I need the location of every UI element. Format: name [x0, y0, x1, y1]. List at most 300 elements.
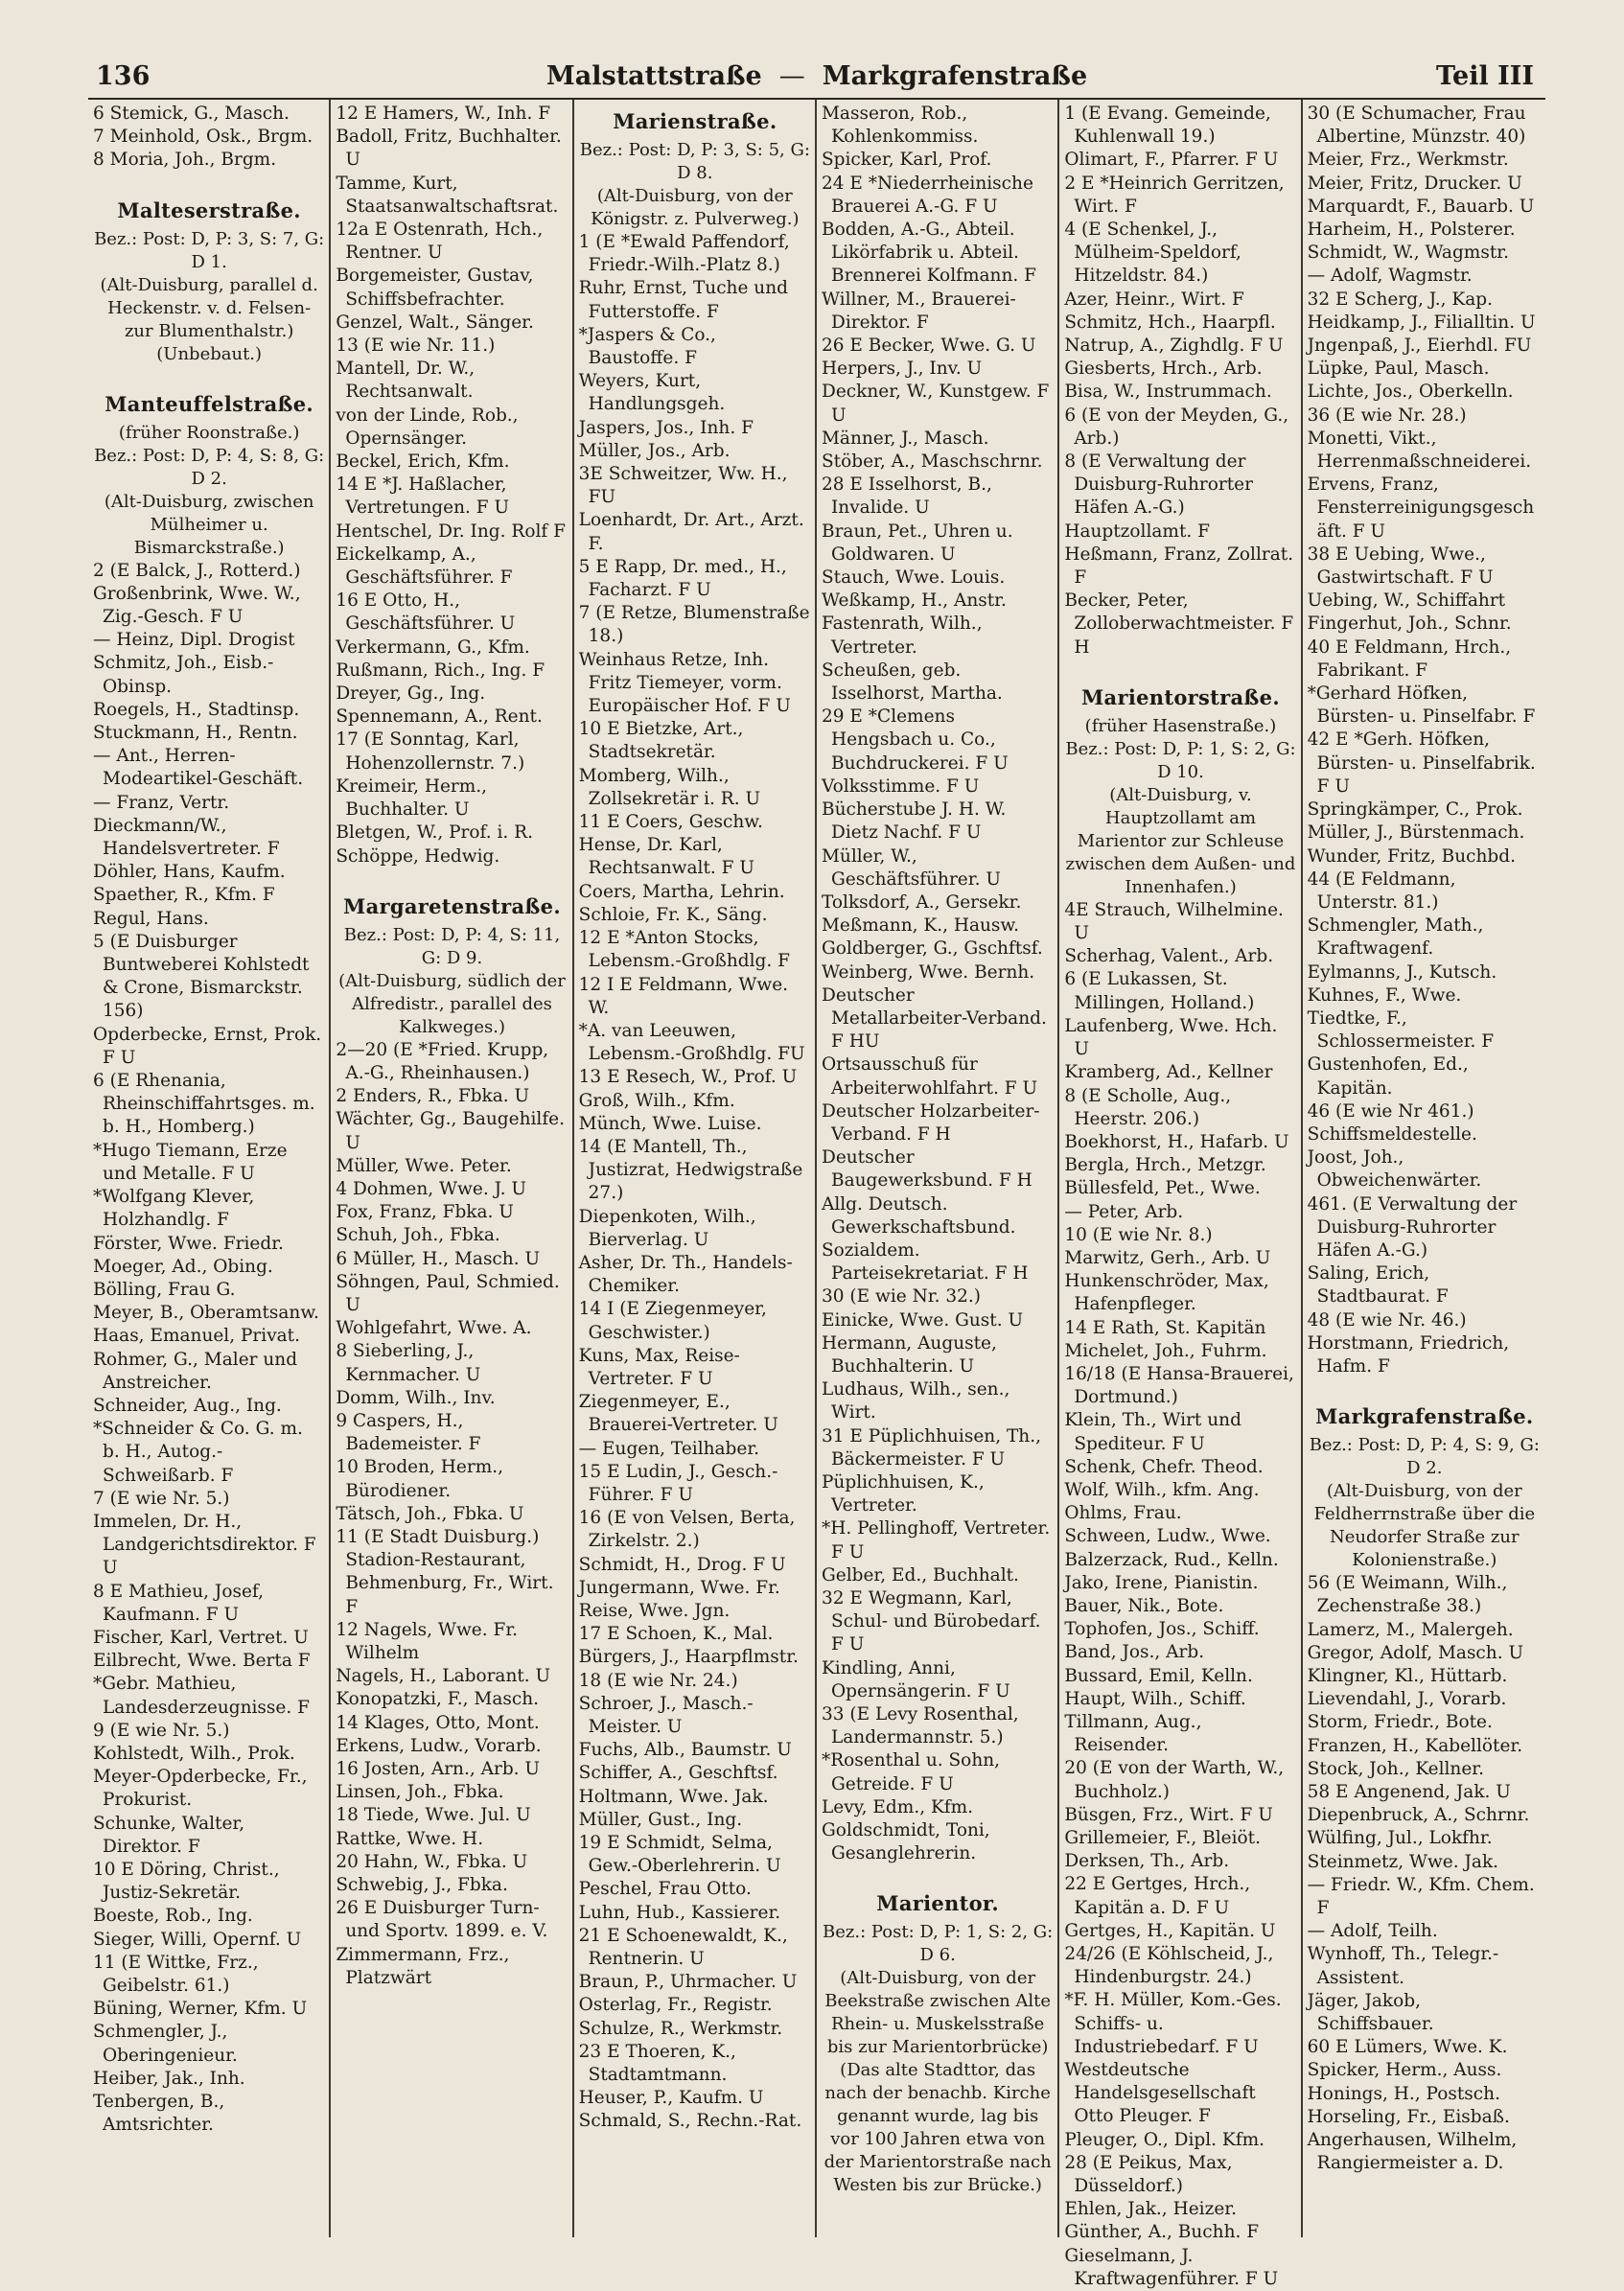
directory-entry: Weinberg, Wwe. Bernh.	[821, 961, 1035, 983]
directory-entry: 12 E Hamers, W., Inh. F	[336, 104, 551, 124]
directory-entry: 48 (E wie Nr. 46.)	[1307, 1309, 1467, 1331]
directory-entry: Wunder, Fritz, Buchbd.	[1307, 845, 1516, 867]
street-heading: Margaretenstraße.	[343, 893, 561, 918]
directory-entry: Bücherstube J. H. W. Dietz Nachf. F U	[821, 799, 1007, 844]
directory-entry: Tolksdorf, A., Gersekr.	[821, 891, 1022, 913]
directory-entry: Wolf, Wilh., kfm. Ang.	[1064, 1479, 1260, 1500]
directory-entry: *F. H. Müller, Kom.-Ges. Schiffs- u. Industriebedarf. F U	[1064, 1990, 1282, 2057]
directory-entry: Meßmann, K., Hausw.	[821, 915, 1019, 937]
directory-entry: Loenhardt, Dr. Art., Arzt. F.	[578, 510, 804, 554]
directory-entry: Dreyer, Gg., Ing.	[336, 683, 486, 705]
directory-entry: Wynhoff, Th., Telegr.-Assistent.	[1307, 1944, 1499, 1988]
directory-entry: Weyers, Kurt, Handlungsgeh.	[578, 371, 726, 415]
street-note: Bez.: Post: D, P: 4, S: 8, G: D 2.	[94, 445, 325, 489]
directory-entry: Michelet, Joh., Fuhrm.	[1064, 1340, 1267, 1361]
directory-entry: Franzen, H., Kabellöter.	[1307, 1735, 1523, 1756]
directory-entry: 24 E *Niederrheinische Brauerei A.-G. F U	[821, 173, 1033, 217]
directory-entry: Lüpke, Paul, Masch.	[1307, 359, 1490, 380]
directory-entry: Wächter, Gg., Baugehilfe. U	[336, 1109, 566, 1153]
directory-entry: Bölling, Frau G.	[93, 1279, 236, 1300]
directory-entry: 461. (E Verwaltung der Duisburg-Ruhrorter Häfen A.-G.)	[1307, 1193, 1518, 1261]
directory-entry: Jngenpaß, J., Eierhdl. FU	[1307, 336, 1532, 357]
directory-entry: Eylmanns, J., Kutsch.	[1307, 961, 1497, 983]
directory-entry: Kreimeir, Herm., Buchhalter. U	[336, 775, 488, 821]
directory-entry: 14 E *J. Haßlacher, Vertretungen. F U	[336, 474, 510, 519]
directory-entry: Schmitz, Hch., Haarpfl.	[1064, 312, 1276, 333]
directory-entry: *Gebr. Mathieu, Landesderzeugnisse. F	[93, 1674, 310, 1718]
street-heading: Marientorstraße.	[1081, 684, 1280, 709]
directory-entry: 2—20 (E *Fried. Krupp, A.-G., Rheinhausen.)	[336, 1039, 549, 1083]
directory-entry: Gieselmann, J. Kraftwagenführer. F U	[1064, 2245, 1279, 2289]
directory-entry: Schmengler, J., Oberingenieur.	[93, 2022, 238, 2066]
directory-entry: Büllesfeld, Pet., Wwe.	[1064, 1178, 1261, 1199]
directory-entry: Spicker, Herm., Auss.	[1307, 2060, 1502, 2081]
directory-entry: Meyer-Opderbecke, Fr., Prokurist.	[93, 1767, 308, 1811]
directory-entry: Laufenberg, Wwe. Hch. U	[1064, 1015, 1278, 1060]
directory-entry: 31 E Püplichhuisen, Th., Bäckermeister. F U	[821, 1425, 1041, 1469]
directory-entry: 8 E Mathieu, Josef, Kaufmann. F U	[93, 1581, 264, 1625]
column-4	[817, 100, 1059, 2237]
directory-entry: Fuchs, Alb., Baumstr. U	[578, 1740, 792, 1761]
directory-entry: Ziegenmeyer, E., Brauerei-Vertreter. U	[578, 1392, 778, 1436]
directory-entry: Goldschmidt, Toni, Gesanglehrerin.	[821, 1820, 990, 1864]
part-label: Teil III	[1436, 61, 1534, 91]
directory-entry: 21 E Schoenewaldt, K., Rentnerin. U	[578, 1925, 788, 1970]
directory-entry: Diepenbruck, A., Schrnr.	[1307, 1805, 1530, 1826]
directory-entry: Springkämper, C., Prok.	[1307, 799, 1523, 821]
directory-entry: 10 (E wie Nr. 8.)	[1064, 1224, 1213, 1245]
street-note: (Alt-Duisburg, südlich der Alfredistr., parallel des Kalkweges.)	[338, 970, 566, 1037]
title-start-street: Malstattstraße	[545, 61, 762, 91]
directory-entry: Kindling, Anni, Opernsängerin. F U	[821, 1657, 1010, 1701]
directory-entry: Tillmann, Aug., Reisender.	[1064, 1711, 1202, 1756]
directory-entry: *Jaspers & Co., Baustoffe. F	[578, 324, 716, 369]
directory-entry: Söhngen, Paul, Schmied. U	[336, 1271, 560, 1315]
directory-entry: 13 E Resech, W., Prof. U	[578, 1067, 798, 1088]
directory-entry: Büning, Werner, Kfm. U	[93, 1999, 308, 2020]
directory-entry: 6 Stemick, G., Masch.	[93, 104, 290, 124]
street-note: (Alt-Duisburg, von der Feldherrnstraße über die Neudorfer Straße zur Kolonienstraße.)	[1313, 1481, 1536, 1571]
directory-entry: Gustenhofen, Ed., Kapitän.	[1307, 1054, 1469, 1099]
directory-entry: Spicker, Karl, Prof.	[821, 150, 992, 171]
directory-entry: Schmitz, Joh., Eisb.-Obinsp.	[93, 653, 274, 697]
directory-entry: Sozialdem. Parteisekretariat. F H	[821, 1239, 1029, 1284]
directory-entry: Schneider, Aug., Ing.	[93, 1395, 282, 1416]
directory-entry: Jungermann, Wwe. Fr.	[578, 1577, 780, 1598]
directory-entry: Döhler, Hans, Kaufm.	[93, 862, 286, 883]
directory-entry: Schiffsmeldestelle.	[1307, 1123, 1477, 1145]
directory-entry: Mantell, Dr. W., Rechtsanwalt.	[336, 359, 476, 403]
street-heading: Malteserstraße.	[117, 197, 301, 222]
directory-entry: Wohlgefahrt, Wwe. A.	[336, 1318, 532, 1339]
directory-entry: Harheim, H., Polsterer.	[1307, 220, 1516, 241]
directory-entry: 33 (E Levy Rosenthal, Landermannstr. 5.)	[821, 1704, 1019, 1748]
directory-entry: Levy, Edm., Kfm.	[821, 1796, 974, 1817]
directory-entry: Meier, Frz., Werkmstr.	[1307, 150, 1509, 171]
directory-entry: *Gerhard Höfken, Bürsten- u. Pinselfabr. F	[1307, 683, 1536, 728]
directory-entry: Heßmann, Franz, Zollrat. F	[1064, 544, 1294, 589]
directory-entry: Nagels, H., Laborant. U	[336, 1666, 551, 1687]
title-end-street: Markgrafenstraße	[822, 61, 1088, 91]
directory-entry: Bisa, W., Instrummach.	[1064, 382, 1272, 403]
directory-entry: Braun, Pet., Uhren u. Goldwaren. U	[821, 521, 1013, 565]
directory-entry: Ervens, Franz, Fensterreinigungsgeschäft. F U	[1307, 474, 1535, 542]
directory-entry: Lamerz, M., Malergeh.	[1307, 1619, 1514, 1640]
directory-entry: Müller, Gust., Ing.	[578, 1809, 743, 1830]
directory-entry: Einicke, Wwe. Gust. U	[821, 1309, 1024, 1331]
directory-entry: Derksen, Th., Arb.	[1064, 1851, 1230, 1872]
directory-entry: Verkermann, G., Kfm.	[336, 636, 530, 658]
directory-entry: Schulze, R., Werkmstr.	[578, 2018, 783, 2039]
column-6	[1303, 100, 1545, 2237]
directory-entry: Tamme, Kurt, Staatsanwaltschaftsrat.	[336, 173, 559, 217]
directory-entry: Opderbecke, Ernst, Prok. F U	[93, 1024, 322, 1068]
street-note: (Alt-Duisburg, parallel d. Heckenstr. v. d. Felsen- zur Blumenthalstr.)	[100, 274, 318, 341]
directory-entry: 20 Hahn, W., Fbka. U	[336, 1851, 528, 1872]
directory-entry: Ruhr, Ernst, Tuche und Futterstoffe. F	[578, 278, 788, 322]
directory-entry: Weinhaus Retze, Inh. Fritz Tiemeyer, vorm. Europäischer Hof. F U	[578, 649, 791, 717]
directory-entry: *Wolfgang Klever, Holzhandlg. F	[93, 1187, 255, 1231]
street-note: Bez.: Post: D, P: 1, S: 2, G: D 10.	[1065, 738, 1296, 782]
directory-entry: 13 (E wie Nr. 11.)	[336, 336, 496, 357]
directory-entry: Kohlstedt, Wilh., Prok.	[93, 1743, 295, 1764]
directory-entry: 22 E Gertges, Hrch., Kapitän a. D. F U	[1064, 1874, 1251, 1918]
directory-entry: 3E Schweitzer, Ww. H., FU	[578, 464, 788, 508]
column-3	[574, 100, 817, 2237]
directory-entry: Meyer, B., Oberamtsanw.	[93, 1303, 319, 1324]
directory-entry: Roegels, H., Stadtinsp.	[93, 699, 300, 720]
directory-entry: Büsgen, Frz., Wirt. F U	[1064, 1804, 1273, 1825]
directory-entry: 26 E Becker, Wwe. G. U	[821, 336, 1036, 357]
directory-entry: Osterlag, Fr., Registr.	[578, 1995, 773, 2016]
directory-entry: 14 I (E Ziegenmeyer, Geschwister.)	[578, 1299, 767, 1343]
directory-entry: Müller, Wwe. Peter.	[336, 1155, 512, 1176]
directory-entry: Konopatzki, F., Masch.	[336, 1689, 540, 1710]
directory-entry: Hunkenschröder, Max, Hafenpfleger.	[1064, 1271, 1269, 1315]
page-title	[88, 61, 1545, 91]
directory-entry: Balzerzack, Rud., Kelln.	[1064, 1549, 1279, 1570]
directory-entry: 11 E Coers, Geschw.	[578, 812, 763, 833]
directory-entry: Steinmetz, Wwe. Jak.	[1307, 1851, 1499, 1872]
directory-entry: Eickelkamp, A., Geschäftsführer. F	[336, 544, 513, 589]
directory-entry: Klingner, Kl., Hüttarb.	[1307, 1665, 1508, 1686]
directory-entry: *Schneider & Co. G. m. b. H., Autog.-Schweißarb. F	[93, 1419, 303, 1486]
directory-entry: Azer, Heinr., Wirt. F	[1064, 289, 1244, 310]
directory-entry: 42 E *Gerh. Höfken, Bürsten- u. Pinselfabrik. F U	[1307, 729, 1536, 797]
directory-entry: — Adolf, Teilh.	[1307, 1921, 1438, 1942]
directory-entry: Spennemann, A., Rent.	[336, 706, 543, 728]
directory-entry: 23 E Thoeren, K., Stadtamtmann.	[578, 2041, 736, 2086]
directory-entry: Horseling, Fr., Eisbaß.	[1307, 2106, 1510, 2127]
directory-entry: 46 (E wie Nr 461.)	[1307, 1100, 1474, 1122]
street-note: Bez.: Post: D, P: 3, S: 5, G: D 8.	[579, 140, 810, 183]
directory-entry: 32 E Scherg, J., Kap.	[1307, 289, 1493, 310]
street-note: (früher Roonstraße.)	[118, 422, 300, 443]
directory-entry: Schmengler, Math., Kraftwagenf.	[1307, 915, 1484, 960]
directory-entry: 6 (E von der Meyden, G., Arb.)	[1064, 405, 1289, 449]
directory-entry: Müller, Jos., Arb.	[578, 440, 731, 461]
directory-entry: Marquardt, F., Bauarb. U	[1307, 196, 1535, 217]
street-note: (früher Hasenstraße.)	[1084, 715, 1277, 736]
directory-entry: Luhn, Hub., Kassierer.	[578, 1902, 781, 1923]
directory-entry: Schween, Ludw., Wwe.	[1064, 1526, 1271, 1547]
directory-entry: Heidkamp, J., Filialltin. U	[1307, 312, 1536, 333]
directory-entry: Fox, Franz, Fbka. U	[336, 1202, 514, 1223]
directory-entry: 6 (E Lukassen, St. Millingen, Holland.)	[1064, 969, 1255, 1013]
directory-entry: 24/26 (E Köhlscheid, J., Hindenburgstr. 24.)	[1064, 1944, 1274, 1988]
directory-entry: Reise, Wwe. Jgn.	[578, 1600, 731, 1621]
directory-entry: Braun, P., Uhrmacher. U	[578, 1972, 798, 1993]
directory-entry: Dieckmann/W., Handelsvertreter. F	[93, 815, 280, 860]
directory-entry: Westdeutsche Handelsgesellschaft Otto Pleuger. F	[1064, 2060, 1256, 2127]
directory-entry: Olimart, F., Pfarrer. F U	[1064, 150, 1279, 171]
directory-entry: 18 Tiede, Wwe. Jul. U	[336, 1805, 531, 1826]
directory-entry: Bergla, Hrch., Metzgr.	[1064, 1155, 1266, 1176]
directory-entry: Monetti, Vikt., Herrenmaßschneiderei.	[1307, 428, 1532, 473]
directory-entry: Scheußen, geb. Isselhorst, Martha.	[821, 660, 1003, 705]
directory-entry: 6 Müller, H., Masch. U	[336, 1248, 541, 1269]
directory-entry: 4E Strauch, Wilhelmine. U	[1064, 899, 1284, 944]
directory-entry: Tätsch, Joh., Fbka. U	[336, 1503, 524, 1524]
directory-entry: Deutscher Baugewerksbund. F H	[821, 1147, 1032, 1192]
directory-entry: Püplichhuisen, K., Vertreter.	[821, 1471, 985, 1516]
directory-entry: Peschel, Frau Otto.	[578, 1879, 752, 1900]
directory-entry: Kuhnes, F., Wwe.	[1307, 984, 1462, 1006]
directory-entry: — Franz, Vertr.	[93, 792, 230, 813]
directory-entry: Ortsausschuß für Arbeiterwohlfahrt. F U	[821, 1054, 1038, 1099]
directory-entry: Diepenkoten, Wilh., Bierverlag. U	[578, 1206, 756, 1250]
directory-entry: Bussard, Emil, Kelln.	[1064, 1665, 1253, 1686]
directory-entry: 32 E Wegmann, Karl, Schul- und Bürobedarf. F U	[821, 1588, 1041, 1655]
directory-entry: Gregor, Adolf, Masch. U	[1307, 1642, 1524, 1663]
directory-entry: Hentschel, Dr. Ing. Rolf F	[336, 521, 566, 542]
column-1	[88, 100, 331, 2237]
directory-entry: Ludhaus, Wilh., sen., Wirt.	[821, 1379, 1010, 1423]
directory-entry: 10 E Bietzke, Art., Stadtsekretär.	[578, 719, 744, 763]
directory-entry: Hermann, Auguste, Buchhalterin. U	[821, 1332, 997, 1377]
directory-entry: Meier, Fritz, Drucker. U	[1307, 173, 1522, 194]
directory-entry: Deckner, W., Kunstgew. F U	[821, 382, 1050, 426]
directory-entry: Müller, J., Bürstenmach.	[1307, 822, 1525, 844]
directory-entry: Uebing, W., Schiffahrt	[1307, 590, 1506, 612]
directory-entry: Bodden, A.-G., Abteil. Likörfabrik u. Abteil. Brennerei Kolfmann. F	[821, 220, 1036, 287]
directory-entry: Band, Jos., Arb.	[1064, 1642, 1205, 1663]
directory-entry: Grillemeier, F., Bleiöt.	[1064, 1828, 1261, 1848]
street-note: (Das alte Stadttor, das nach der benachb. Kirche genannt wurde, lag bis vor 100 Jahren etwa von der Marientorstraße nach Westen bis zur Brücke.)	[824, 2060, 1052, 2196]
directory-entry: 7 (E Retze, Blumenstraße 18.)	[578, 603, 810, 647]
directory-entry: 12 Nagels, Wwe. Fr. Wilhelm	[336, 1619, 519, 1663]
directory-entry: Bürgers, J., Haarpflmstr.	[578, 1647, 799, 1668]
directory-entry: Stauch, Wwe. Louis.	[821, 567, 1006, 589]
directory-entry: Boeste, Rob., Ing.	[93, 1906, 253, 1927]
directory-entry: 28 (E Peikus, Max, Düsseldorf.)	[1064, 2152, 1233, 2197]
directory-entry: *Hugo Tiemann, Erze und Metalle. F U	[93, 1140, 288, 1184]
column-2	[331, 100, 573, 2237]
directory-entry: Kuns, Max, Reise-Vertreter. F U	[578, 1345, 740, 1389]
directory-entry: Willner, M., Brauerei-Direktor. F	[821, 289, 1016, 333]
directory-entry: Münch, Wwe. Luise.	[578, 1113, 762, 1134]
directory-entry: Pleuger, O., Dipl. Kfm.	[1064, 2129, 1264, 2150]
directory-entry: 14 E Rath, St. Kapitän	[1064, 1317, 1266, 1338]
directory-entry: — Eugen, Teilhaber.	[578, 1438, 760, 1459]
directory-entry: Zimmermann, Frz., Platzwärt	[336, 1944, 510, 1988]
directory-entry: Schloie, Fr. K., Säng.	[578, 904, 768, 925]
directory-entry: 14 Klages, Otto, Mont.	[336, 1712, 540, 1733]
directory-entry: Großenbrink, Wwe. W., Zig.-Gesch. F U	[93, 583, 301, 628]
directory-entry: 40 E Feldmann, Hrch., Fabrikant. F	[1307, 636, 1512, 681]
directory-entry: Allg. Deutsch. Gewerkschaftsbund.	[821, 1193, 1016, 1238]
title-separator: —	[778, 61, 805, 91]
directory-entry: 14 (E Mantell, Th., Justizrat, Hedwigstraße 27.)	[578, 1136, 803, 1204]
directory-entry: Hense, Dr. Karl, Rechtsanwalt. F U	[578, 835, 754, 879]
street-heading: Marienstraße.	[613, 109, 777, 133]
directory-entry: 1 (E *Ewald Paffendorf, Friedr.-Wilh.-Platz 8.)	[578, 232, 790, 276]
directory-entry: — Heinz, Dipl. Drogist	[93, 630, 295, 651]
directory-entry: Förster, Wwe. Friedr.	[93, 1233, 284, 1254]
directory-entry: Groß, Wilh., Kfm.	[578, 1090, 735, 1111]
directory-entry: Honings, H., Postsch.	[1307, 2083, 1500, 2104]
directory-entry: Marwitz, Gerh., Arb. U	[1064, 1247, 1271, 1268]
directory-entry: *H. Pellinghoff, Vertreter. F U	[821, 1518, 1051, 1562]
directory-entry: Momberg, Wilh., Zollsekretär i. R. U	[578, 765, 761, 809]
directory-entry: Badoll, Fritz, Buchhalter. U	[336, 127, 562, 171]
directory-entry: 58 E Angenend, Jak. U	[1307, 1782, 1511, 1802]
directory-entry: Rußmann, Rich., Ing. F	[336, 660, 545, 681]
street-note: (Alt-Duisburg, v. Hauptzollamt am Marientor zur Schleuse zwischen dem Außen- und Innenhafen.)	[1065, 784, 1296, 897]
street-note: Bez.: Post: D, P: 1, S: 2, G: D 6.	[823, 1922, 1054, 1966]
directory-entry: 8 (E Verwaltung der Duisburg-Ruhrorter Häfen A.-G.)	[1064, 451, 1253, 519]
directory-entry: 17 (E Sonntag, Karl, Hohenzollernstr. 7.)	[336, 729, 525, 774]
directory-entry: 36 (E wie Nr. 28.)	[1307, 405, 1467, 426]
directory-entry: Jako, Irene, Pianistin.	[1064, 1572, 1259, 1593]
directory-entry: *A. van Leeuwen, Lebensm.-Großhdlg. FU	[578, 1020, 805, 1065]
directory-entry: 16 Josten, Arn., Arb. U	[336, 1759, 541, 1779]
directory-entry: 2 (E Balck, J., Rotterd.)	[93, 560, 301, 581]
directory-entry: Müller, W., Geschäftsführer. U	[821, 845, 1001, 890]
directory-entry: 16 (E von Velsen, Berta, Zirkelstr. 2.)	[578, 1508, 796, 1552]
directory-entry: Natrup, A., Zighdlg. F U	[1064, 336, 1284, 357]
directory-entry: Fischer, Karl, Vertret. U	[93, 1627, 309, 1648]
street-note: Bez.: Post: D, P: 4, S: 11, G: D 9.	[343, 924, 561, 968]
directory-entry: Stöber, A., Maschschrnr.	[821, 451, 1043, 473]
page-number: 136	[96, 61, 151, 91]
directory-entry: 7 Meinhold, Osk., Brgm.	[93, 127, 313, 148]
directory-entry: 56 (E Weimann, Wilh., Zechenstraße 38.)	[1307, 1573, 1508, 1617]
directory-entry: — Peter, Arb.	[1064, 1201, 1184, 1222]
directory-entry: Angerhausen, Wilhelm, Rangiermeister a. D.	[1307, 2130, 1518, 2174]
directory-entry: Schöppe, Hedwig.	[336, 845, 500, 867]
column-5	[1059, 100, 1302, 2289]
directory-entry: 2 Enders, R., Fbka. U	[336, 1086, 530, 1107]
directory-entry: 26 E Duisburger Turn- und Sportv. 1899. e. V.	[336, 1898, 548, 1942]
directory-entry: Goldberger, G., Gschftsf.	[821, 938, 1043, 960]
directory-entry: 7 (E wie Nr. 5.)	[93, 1488, 230, 1509]
directory-entry: 20 (E von der Warth, W., Buchholz.)	[1064, 1758, 1285, 1802]
directory-entry: 12 E *Anton Stocks, Lebensm.-Großhdlg. F	[578, 928, 790, 972]
directory-entry: 30 (E Schumacher, Frau Albertine, Münzstr. 40)	[1307, 104, 1526, 148]
directory-entry: 12 I E Feldmann, Wwe. W.	[578, 974, 789, 1018]
directory-entry: 19 E Schmidt, Selma, Gew.-Oberlehrerin. U	[578, 1833, 781, 1877]
directory-entry: 9 (E wie Nr. 5.)	[93, 1720, 230, 1741]
directory-entry: 11 (E Stadt Duisburg.) Stadion-Restaurant, Behmenburg, Fr., Wirt. F	[336, 1526, 554, 1617]
directory-entry: Heuser, P., Kaufm. U	[578, 2088, 764, 2109]
directory-entry: 5 (E Duisburger Buntweberei Kohlstedt & Crone, Bismarckstr. 156)	[93, 931, 310, 1022]
directory-entry: 8 (E Scholle, Aug., Heerstr. 206.)	[1064, 1085, 1232, 1129]
directory-entry: Fingerhut, Joh., Schnr.	[1307, 613, 1512, 635]
directory-entry: Tophofen, Jos., Schiff.	[1064, 1619, 1260, 1640]
directory-entry: Borgemeister, Gustav, Schiffsbefrachter.	[336, 266, 534, 310]
directory-entry: Tenbergen, B., Amtsrichter.	[93, 2092, 225, 2136]
directory-entry: Ehlen, Jak., Heizer.	[1064, 2199, 1237, 2220]
directory-entry: 10 E Döring, Christ., Justiz-Sekretär.	[93, 1859, 280, 1904]
directory-entry: 44 (E Feldmann, Unterstr. 81.)	[1307, 868, 1456, 913]
directory-entry: Becker, Peter, Zolloberwachtmeister. F H	[1064, 590, 1294, 658]
directory-entry: Moeger, Ad., Obing.	[93, 1256, 273, 1277]
directory-entry: Tiedtke, F., Schlossermeister. F	[1307, 1007, 1495, 1053]
directory-entry: 9 Caspers, H., Bademeister. F	[336, 1410, 481, 1455]
directory-entry: 29 E *Clemens Hengsbach u. Co., Buchdruckerei. F U	[821, 706, 1009, 774]
directory-entry: von der Linde, Rob., Opernsänger.	[336, 405, 519, 449]
directory-entry: Schuh, Joh., Fbka.	[336, 1225, 500, 1246]
directory-entry: Stock, Joh., Kellner.	[1307, 1758, 1484, 1779]
directory-entry: — Adolf, Wagmstr.	[1307, 266, 1473, 287]
street-note: (Unbebaut.)	[156, 343, 263, 364]
directory-entry: 4 (E Schenkel, J., Mülheim-Speldorf, Hitzeldstr. 84.)	[1064, 220, 1241, 287]
directory-entry: *Rosenthal u. Sohn, Getreide. F U	[821, 1750, 1001, 1794]
directory-entry: Bletgen, W., Prof. i. R.	[336, 822, 533, 844]
directory-entry: Haas, Emanuel, Privat.	[93, 1326, 300, 1347]
street-heading: Manteuffelstraße.	[104, 391, 314, 416]
directory-entry: 12a E Ostenrath, Hch., Rentner. U	[336, 220, 544, 264]
directory-entry: 1 (E Evang. Gemeinde, Kuhlenwall 19.)	[1064, 104, 1271, 148]
directory-entry: Joost, Joh., Obweichenwärter.	[1307, 1147, 1482, 1192]
directory-entry: Schiffer, A., Geschftsf.	[578, 1763, 778, 1784]
directory-entry: — Friedr. W., Kfm. Chem. F	[1307, 1874, 1535, 1919]
directory-entry: Beckel, Erich, Kfm.	[336, 451, 510, 473]
directory-entry: 8 Moria, Joh., Brgm.	[93, 150, 277, 171]
directory-entry: Hauptzollamt. F	[1064, 521, 1210, 542]
directory-entry: Herpers, J., Inv. U	[821, 359, 983, 380]
directory-entry: Heiber, Jak., Inh.	[93, 2068, 245, 2089]
directory-entry: Jaspers, Jos., Inh. F	[578, 417, 754, 438]
directory-entry: Lievendahl, J., Vorarb.	[1307, 1689, 1507, 1710]
directory-entry: Domm, Wilh., Inv.	[336, 1387, 496, 1408]
directory-entry: Wülfing, Jul., Lokfhr.	[1307, 1828, 1493, 1849]
directory-entry: Horstmann, Friedrich, Hafm. F	[1307, 1332, 1510, 1377]
directory-entry: Günther, A., Buchh. F	[1064, 2222, 1260, 2243]
directory-entry: 5 E Rapp, Dr. med., H., Facharzt. F U	[578, 556, 787, 601]
directory-entry: Masseron, Rob., Kohlenkommiss.	[821, 104, 979, 148]
directory-entry: Spaether, R., Kfm. F	[93, 885, 275, 906]
directory-entry: 11 (E Wittke, Frz., Geibelstr. 61.)	[93, 1952, 259, 1996]
directory-entry: Haupt, Wilh., Schiff.	[1064, 1688, 1246, 1709]
directory-entry: 4 Dohmen, Wwe. J. U	[336, 1178, 526, 1199]
directory-entry: 16 E Otto, H., Geschäftsführer. U	[336, 590, 516, 635]
directory-entry: Storm, Friedr., Bote.	[1307, 1712, 1493, 1733]
directory-entry: Linsen, Joh., Fbka.	[336, 1782, 504, 1803]
directory-entry: Volksstimme. F U	[821, 775, 980, 797]
directory-entry: Schmidt, W., Wagmstr.	[1307, 243, 1509, 264]
directory-entry: Bauer, Nik., Bote.	[1064, 1595, 1224, 1616]
directory-entry: Giesberts, Hrch., Arb.	[1064, 359, 1263, 380]
directory-entry: Schmald, S., Rechn.-Rat.	[578, 2111, 802, 2132]
directory-entry: Jäger, Jakob, Schiffsbauer.	[1307, 1990, 1434, 2035]
directory-entry: 17 E Schoen, K., Mal.	[578, 1624, 774, 1645]
directory-entry: Gertges, H., Kapitän. U	[1064, 1920, 1276, 1941]
directory-entry: Holtmann, Wwe. Jak.	[578, 1786, 769, 1807]
directory-entry: Boekhorst, H., Hafarb. U	[1064, 1131, 1289, 1152]
street-note: Bez.: Post: D, P: 3, S: 7, G: D 1.	[94, 228, 325, 272]
